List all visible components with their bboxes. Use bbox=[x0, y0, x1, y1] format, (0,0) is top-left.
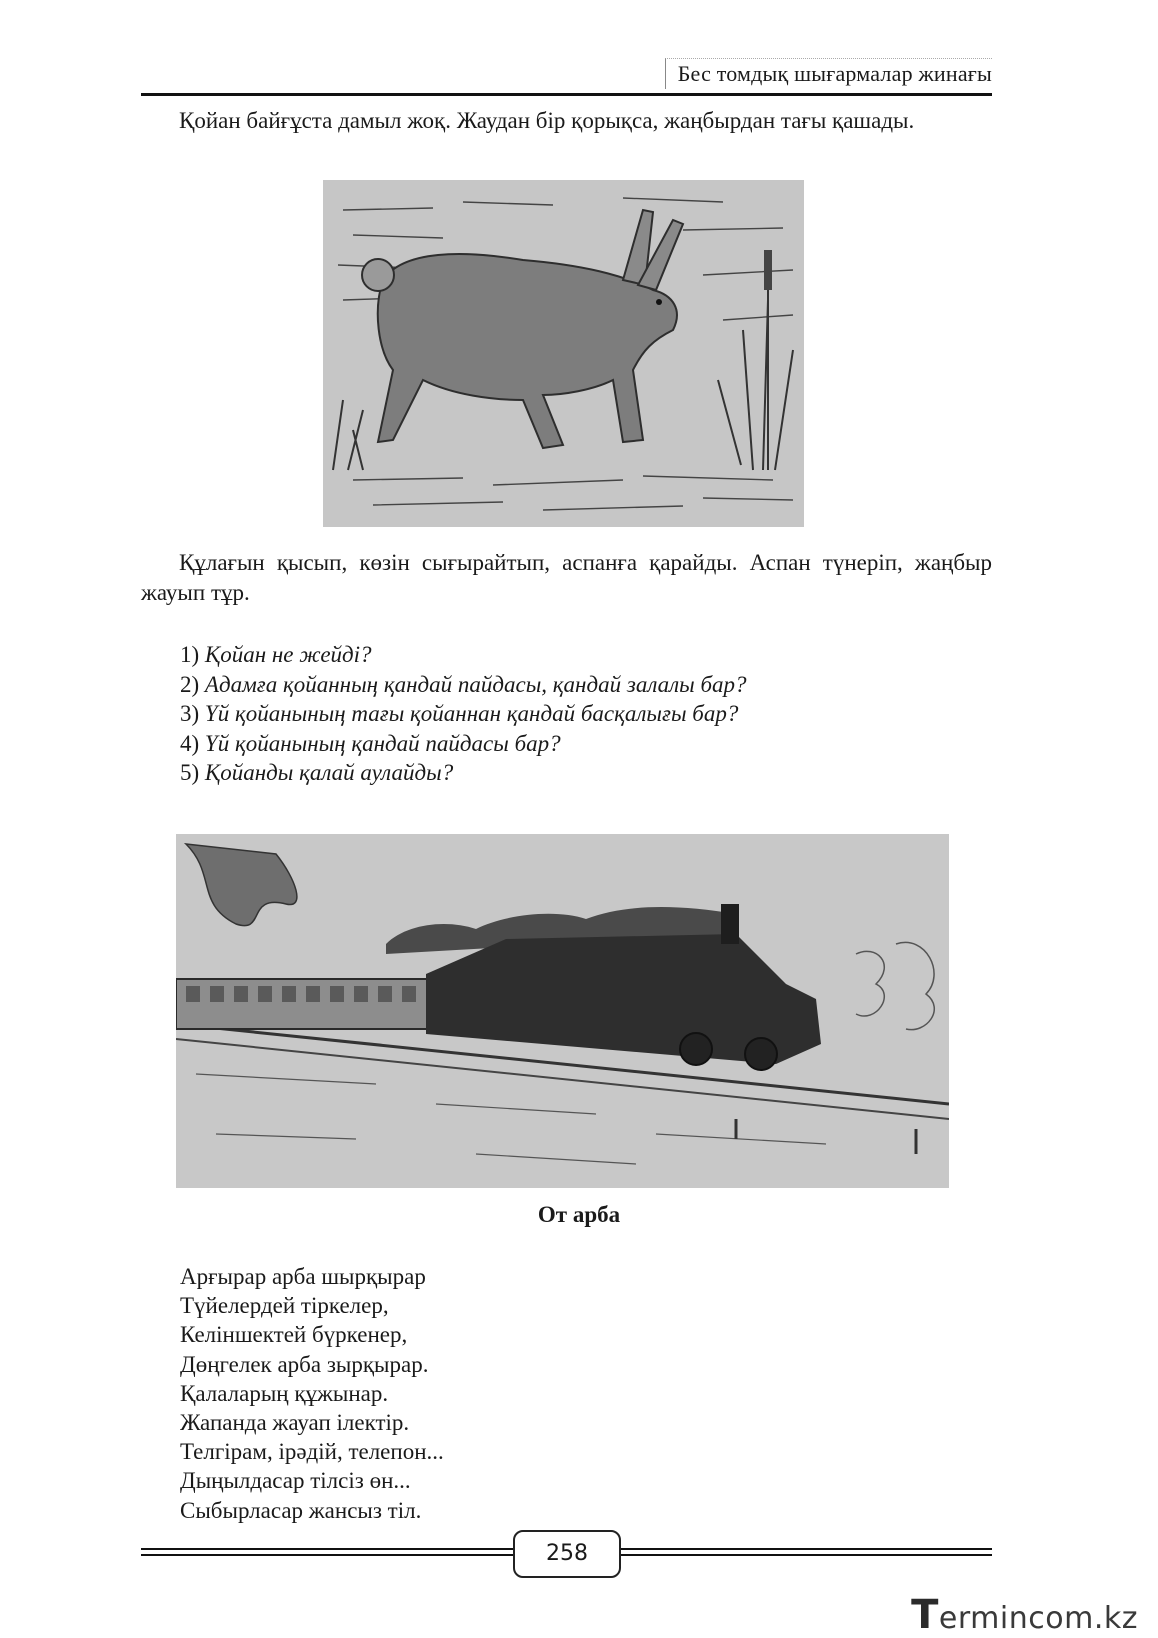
watermark-letter: T bbox=[911, 1592, 939, 1638]
train-drawing bbox=[176, 834, 949, 1188]
poem-line: Қалаларың құжынар. bbox=[180, 1380, 389, 1406]
question-number: 2) bbox=[180, 671, 200, 697]
watermark-tail: m.kz bbox=[1064, 1601, 1138, 1636]
poem-line: Дөңгелек арба зырқырар. bbox=[180, 1351, 429, 1377]
question-text: Қойанды қалай аулайды? bbox=[204, 760, 454, 785]
poem-line: Арғырар арба шырқырар bbox=[180, 1264, 426, 1289]
question-item bbox=[180, 758, 747, 788]
page-footer bbox=[141, 1528, 992, 1578]
poem-lines bbox=[180, 1262, 444, 1525]
question-item bbox=[180, 729, 747, 759]
paragraph-2 bbox=[141, 548, 992, 608]
poem-line: Телгірам, ірәдій, телепон... bbox=[180, 1439, 444, 1465]
question-number: 5) bbox=[180, 760, 200, 785]
hare-drawing bbox=[323, 180, 804, 527]
question-text: Үй қойанының қандай пайдасы бар? bbox=[204, 730, 561, 756]
poem-title: От арба bbox=[537, 1202, 621, 1227]
poem-line: Түйелердей тіркелер, bbox=[180, 1293, 389, 1319]
watermark-text: erminc bbox=[938, 1601, 1046, 1636]
poem-line: Келіншектей бүркенер, bbox=[180, 1322, 408, 1348]
book-title: Бес томдық шығармалар жинағы bbox=[665, 58, 992, 89]
paragraph-1 bbox=[141, 106, 992, 136]
footer-rule-right-2 bbox=[621, 1554, 992, 1556]
header-rule bbox=[141, 93, 992, 96]
question-text: Үй қойанының тағы қойаннан қандай басқалығы бар? bbox=[204, 701, 739, 726]
question-text: Адамға қойанның қандай пайдасы, қандай залалы бар? bbox=[204, 671, 747, 697]
poem-line: Жапанда жауап ілектір. bbox=[180, 1410, 410, 1436]
paragraph-2-text: Құлағын қысып, көзін сығырайтып, аспанға қарайды. Аспан түнеріп, жаңбыр жауып тұр. bbox=[141, 550, 992, 605]
train-illustration bbox=[176, 834, 949, 1188]
footer-rule-left-2 bbox=[141, 1554, 513, 1556]
paragraph-1-text: Қойан байғұста дамыл жоқ. Жаудан бір қорықса, жаңбырдан тағы қашады. bbox=[179, 108, 915, 133]
page-number: 258 bbox=[513, 1530, 621, 1578]
watermark-o: o bbox=[1045, 1601, 1065, 1636]
poem-line: Дыңылдасар тілсіз өн... bbox=[180, 1468, 411, 1494]
question-list bbox=[180, 640, 747, 788]
site-watermark bbox=[911, 1592, 1138, 1638]
question-text: Қойан не жейді? bbox=[204, 642, 372, 667]
footer-rule-left bbox=[141, 1548, 513, 1550]
poem-line: Сыбырласар жансыз тіл. bbox=[180, 1497, 422, 1523]
question-item bbox=[180, 640, 747, 670]
question-number: 1) bbox=[180, 642, 200, 667]
question-number: 4) bbox=[180, 730, 200, 756]
footer-rule-right bbox=[621, 1548, 992, 1550]
question-item bbox=[180, 670, 747, 700]
question-item bbox=[180, 699, 747, 729]
hare-illustration bbox=[323, 180, 804, 527]
running-header bbox=[141, 52, 992, 96]
question-number: 3) bbox=[180, 701, 200, 726]
